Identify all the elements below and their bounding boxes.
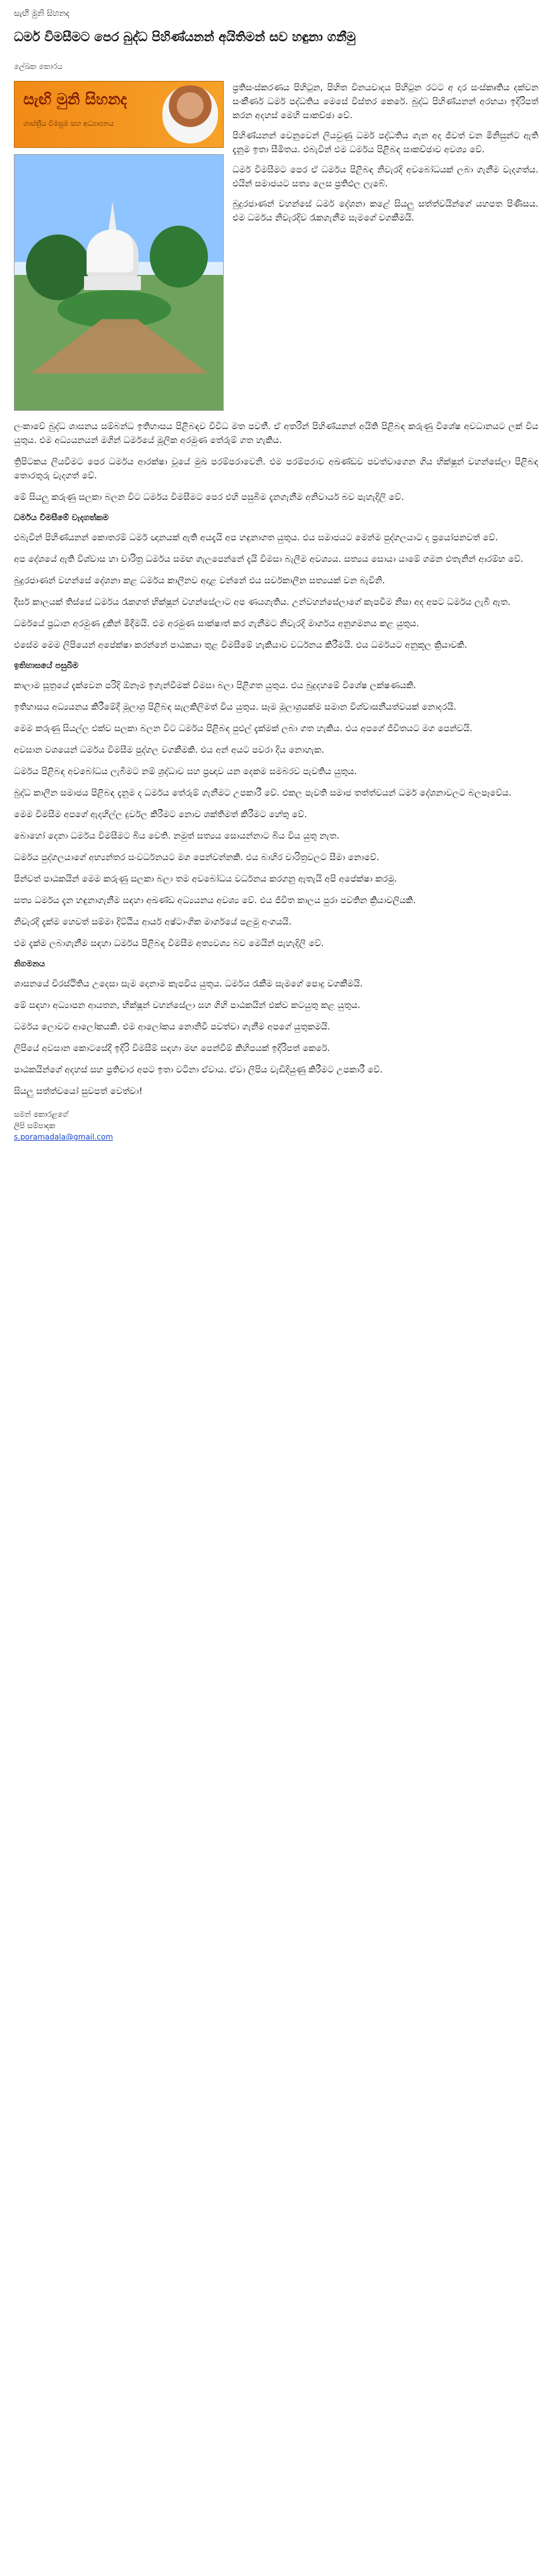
body-paragraph: එසේම මෙම ලිපියෙන් අපේක්ෂා කරන්නේ පාඨකයා තුළ විමසීමේ හැකියාව වර්ධනය කිරීමයි. එය ධර්මයට අනුකූල ක්‍රියාවකි. xyxy=(14,640,468,650)
body-paragraph: ත්‍රිපිටකය ලියවීමට පෙර ධර්මය ආරක්ෂා වූයේ මුඛ පරම්පරාවෙනි. එම පරම්පරාව අඛණ්ඩව පවත්වාගෙන ගිය භික්ෂූන් වහන්සේලා පිළිබඳ තොරතුරු වැදගත් වේ. xyxy=(14,457,538,481)
body-paragraph: ධර්මය ලොවට ආලෝකයකි. එම ආලෝකය නොනිවී පවත්වා ගැනීම අපගේ යුතුකමයි. xyxy=(14,1022,330,1032)
body-paragraph: සත්‍ය ධර්මය දැන හඳුනාගැනීම සඳහා අඛණ්ඩ අධ්‍යයනය අවශ්‍ය වේ. එය ජීවිත කාලය පුරා පවතින ක්‍රියාවලියකි. xyxy=(14,896,416,906)
body-paragraph: පින්වත් පාඨකයින් මෙම කරුණු සලකා බලා තම අවබෝධය වර්ධනය කරගනු ඇතැයි අපි අපේක්ෂා කරමු. xyxy=(14,874,397,884)
body-paragraph: මේ සඳහා අධ්‍යාපන ආයතන, භික්ෂූන් වහන්සේලා සහ ගිහි පාඨකයින් එක්ව කටයුතු කළ යුතුය. xyxy=(14,1000,361,1011)
tree-shape xyxy=(150,226,208,288)
body-paragraph: ධර්මය පුද්ගලයාගේ අභ්‍යන්තර සංවර්ධනයට මග පෙන්වන්නකි. එය බාහිර චාරිත්‍රවලට සීමා නොවේ. xyxy=(14,853,380,863)
body-paragraph: ශාසනයේ චිරස්ථිතිය උදෙසා සැම දෙනාම කැපවිය යුතුය. ධර්මය රැකීම සැමගේ පොදු වගකීමයි. xyxy=(14,979,363,989)
body-paragraph: ලිපියේ අවසාන කොටසේදී ඉදිරි විමසීම් සඳහා මඟ පෙන්වීම් කිහිපයක් ඉදිරිපත් කෙරේ. xyxy=(14,1043,330,1054)
article-kicker: සැඟි මුනි සිහනද xyxy=(14,9,70,18)
intro-paragraph: පිහිණ්යනන් වෙනුවෙන් ලියවුණු ධර්ම පද්ධතිය ගැන අද ජීවත් වන මිනිසුන්ට ඇති දැනුම ඉතා සීමිතය. එබැවින් එම ධර්මය පිළිබඳ සාකච්ඡාව අවශ්‍ය වේ. xyxy=(233,131,538,155)
byline-name: සමන් කොරළගේ xyxy=(14,1110,68,1119)
body-paragraph: පාඨකයින්ගේ අදහස් සහ ප්‍රතිචාර අපට ඉතා වටිනා ඒවාය. ඒවා ලිපිය වැඩිදියුණු කිරීමට උපකාරී වේ. xyxy=(14,1065,383,1075)
intro-paragraph: ප්‍රතිසංස්කරණය පිහිටුන, පිහිත විනයවාදය පිහිටුන රටට අ දාර සංස්කෘතිය දක්වන සංකීර්ණ ධර්ම පද්ධතිය මෙසේ විස්තර කෙරේ. බුද්ධ පිහිණ්යනන් අරභයා ඉදිරිපත් කරන අදහස් මෙහි සාකච්ඡා වේ. xyxy=(233,83,538,121)
body-paragraph: කාලාම සූත්‍රයේ දැක්වෙන පරිදි ඕනෑම ඉගැන්වීමක් විමසා බලා පිළිගත යුතුය. එය බුදුදහමේ විශේෂ ලක්ෂණයකි. xyxy=(14,681,416,691)
article-figure xyxy=(14,81,222,410)
byline-email-link[interactable]: s.poramadala@gmail.com xyxy=(14,1133,113,1141)
body-text xyxy=(14,420,538,1143)
subhead: ඉතිහාසයේ පසුබිම xyxy=(14,661,79,671)
byline xyxy=(14,1109,538,1143)
body-paragraph: ලංකාවේ බුද්ධ ශාසනය සම්බන්ධ ඉතිහාසය පිළිබඳව විවිධ මත පවතී. ඒ අතරින් පිහිණ්යනන් අයිති පිළිබඳ කරුණු විශේෂ අවධානයට ලක් විය යුතුය. එම අධ්‍යයනයන් මගින් ධර්මයේ මූලික අරමුණ තේරුම් ගත හැකිය. xyxy=(14,422,538,446)
monk-portrait-icon xyxy=(162,85,218,143)
intro-paragraph: බුදුරජාණන් වහන්සේ ධර්ම දේශනා කළේ සියලු සත්ත්වයින්ගේ යහපත පිණිසය. එම ධර්මය නිවැරදිව රැකගැනීම සැමගේ වගකීමයි. xyxy=(233,199,538,223)
intro-paragraph: ධර්ම විමසීමට පෙර ඒ ධර්මය පිළිබඳ නිවැරදි අවබෝධයක් ලබා ගැනීම වැදගත්ය. එයින් සමාජයට සත්‍ය ලෙස ප්‍රතිඵල ලැබේ. xyxy=(233,165,538,189)
body-paragraph: එබැවින් පිහිණ්යනන් කොතරම් ධර්ම ඥානයක් ඇති අයදැයි අප හඳුනාගත යුතුය. එය සමාජයට මෙන්ම පුද්ගලයාට ද ප්‍රයෝජනවත් වේ. xyxy=(14,533,499,543)
body-paragraph: බුදුරජාණන් වහන්සේ දේශනා කළ ධර්මය කාලීනව අදාළ වන්නේ එය සර්වකාලීන සත්‍යයක් වන බැවිනි. xyxy=(14,576,385,586)
body-paragraph: මෙම විමසීම අපගේ ඇදහිල්ල දුර්වල කිරීමට නොව ශක්තිමත් කිරීමට හේතු වේ. xyxy=(14,810,307,820)
subhead: නිගමනය xyxy=(14,959,45,969)
intro-text-column xyxy=(233,81,538,231)
body-paragraph: නිවැරදි දැක්ම හෙවත් සම්මා දිට්ඨිය ආර්ය අෂ්ටාංගික මාර්ගයේ පළමු අංගයයි. xyxy=(14,917,292,927)
stupa-photo xyxy=(14,154,224,411)
article-title: ධර්ම විමසීමට පෙර බුද්ධ පිහිණ්යනන් අයිතිමන් සව හඳුනා ගනීමු xyxy=(14,29,356,44)
subhead: ධර්මය විමසීමේ වැදගත්කම xyxy=(14,513,109,523)
body-paragraph: ධර්මයේ ප්‍රධාන අරමුණ දුකින් මිදීමයි. එම අරමුණ සාක්ෂාත් කර ගැනීමට නිවැරදි මාර්ගය අනුගමනය කළ යුතුය. xyxy=(14,619,420,629)
path-shape xyxy=(31,319,208,374)
body-paragraph: අවසාන වශයෙන් ධර්මය විමසීම පුද්ගල වගකීමකි. එය අන් අයට පවරා දිය නොහැක. xyxy=(14,745,325,755)
banner-title: සැඟි මුනි සිහනද xyxy=(23,90,127,108)
body-paragraph: මේ සියලු කරුණු සලකා බලන විට ධර්මය විමසීමට පෙර එහි පසුබිම දැනගැනීම අනිවාර්ය බව පැහැදිලි වේ. xyxy=(14,492,404,502)
body-paragraph: දීර්ඝ කාලයක් තිස්සේ ධර්මය රැකගත් භික්ෂූන් වහන්සේලාට අප ණයගැතිය. උන්වහන්සේලාගේ කැපවීම නිසා අද අපට ධර්මය ලැබී ඇත. xyxy=(14,597,511,607)
body-paragraph: ධර්මය පිළිබඳ අවබෝධය ලැබීමට නම් ශ්‍රද්ධාව සහ ප්‍රඥාව යන දෙකම සමබරව පැවතිය යුතුය. xyxy=(14,767,357,777)
body-paragraph: බොහෝ දෙනා ධර්මය විමසීමට බිය වෙති. නමුත් සත්‍යය සොයන්නාට බිය විය යුතු නැත. xyxy=(14,831,339,841)
body-paragraph: එම දැක්ම ලබාගැනීම සඳහා ධර්මය පිළිබඳ විමසීම අත්‍යවශ්‍ය බව මෙයින් පැහැදිලි වේ. xyxy=(14,939,324,949)
body-paragraph: ඉතිහාසය අධ්‍යයනය කිරීමේදී මූලාශ්‍ර පිළිබඳ සැලකිලිමත් විය යුතුය. සෑම මූලාශ්‍රයක්ම සමාන විශ්වාසනීයත්වයක් නොදරයි. xyxy=(14,702,457,712)
body-paragraph: බුද්ධ කාලීන සමාජය පිළිබඳ දැනුම ද ධර්මය තේරුම් ගැනීමට උපකාරී වේ. එකල පැවති සමාජ තත්ත්වයන් ධර්ම දේශනාවලට බලපෑවේය. xyxy=(14,788,512,798)
banner-subtitle: ශාස්ත්‍රීය විමසුම සහ අධ්‍යාපනය xyxy=(23,119,114,128)
stupa-icon xyxy=(84,202,141,290)
banner xyxy=(14,81,224,148)
tree-shape xyxy=(26,234,90,300)
body-paragraph: සියලු සත්ත්වයෝ සුවපත් වෙත්වා! xyxy=(14,1086,143,1097)
body-paragraph: අප දේශයේ ඇති විශ්වාස හා චාරිත්‍ර ධර්මය සමඟ ගැලපෙන්නේ දැයි විමසා බැලීම අවශ්‍යය. සත්‍යය සොයා යාමේ ගමන එතැනින් ආරම්භ වේ. xyxy=(14,554,524,564)
byline-role: ලිපි සම්පාදක xyxy=(14,1121,56,1130)
author-top: ලේඛක කොරය xyxy=(14,62,63,71)
body-paragraph: මෙම කරුණු සියල්ල එක්ව සලකා බලන විට ධර්මය පිළිබඳ පුළුල් දැක්මක් ලබා ගත හැකිය. එය අපගේ ජීවිතයට මග පෙන්වයි. xyxy=(14,724,473,734)
